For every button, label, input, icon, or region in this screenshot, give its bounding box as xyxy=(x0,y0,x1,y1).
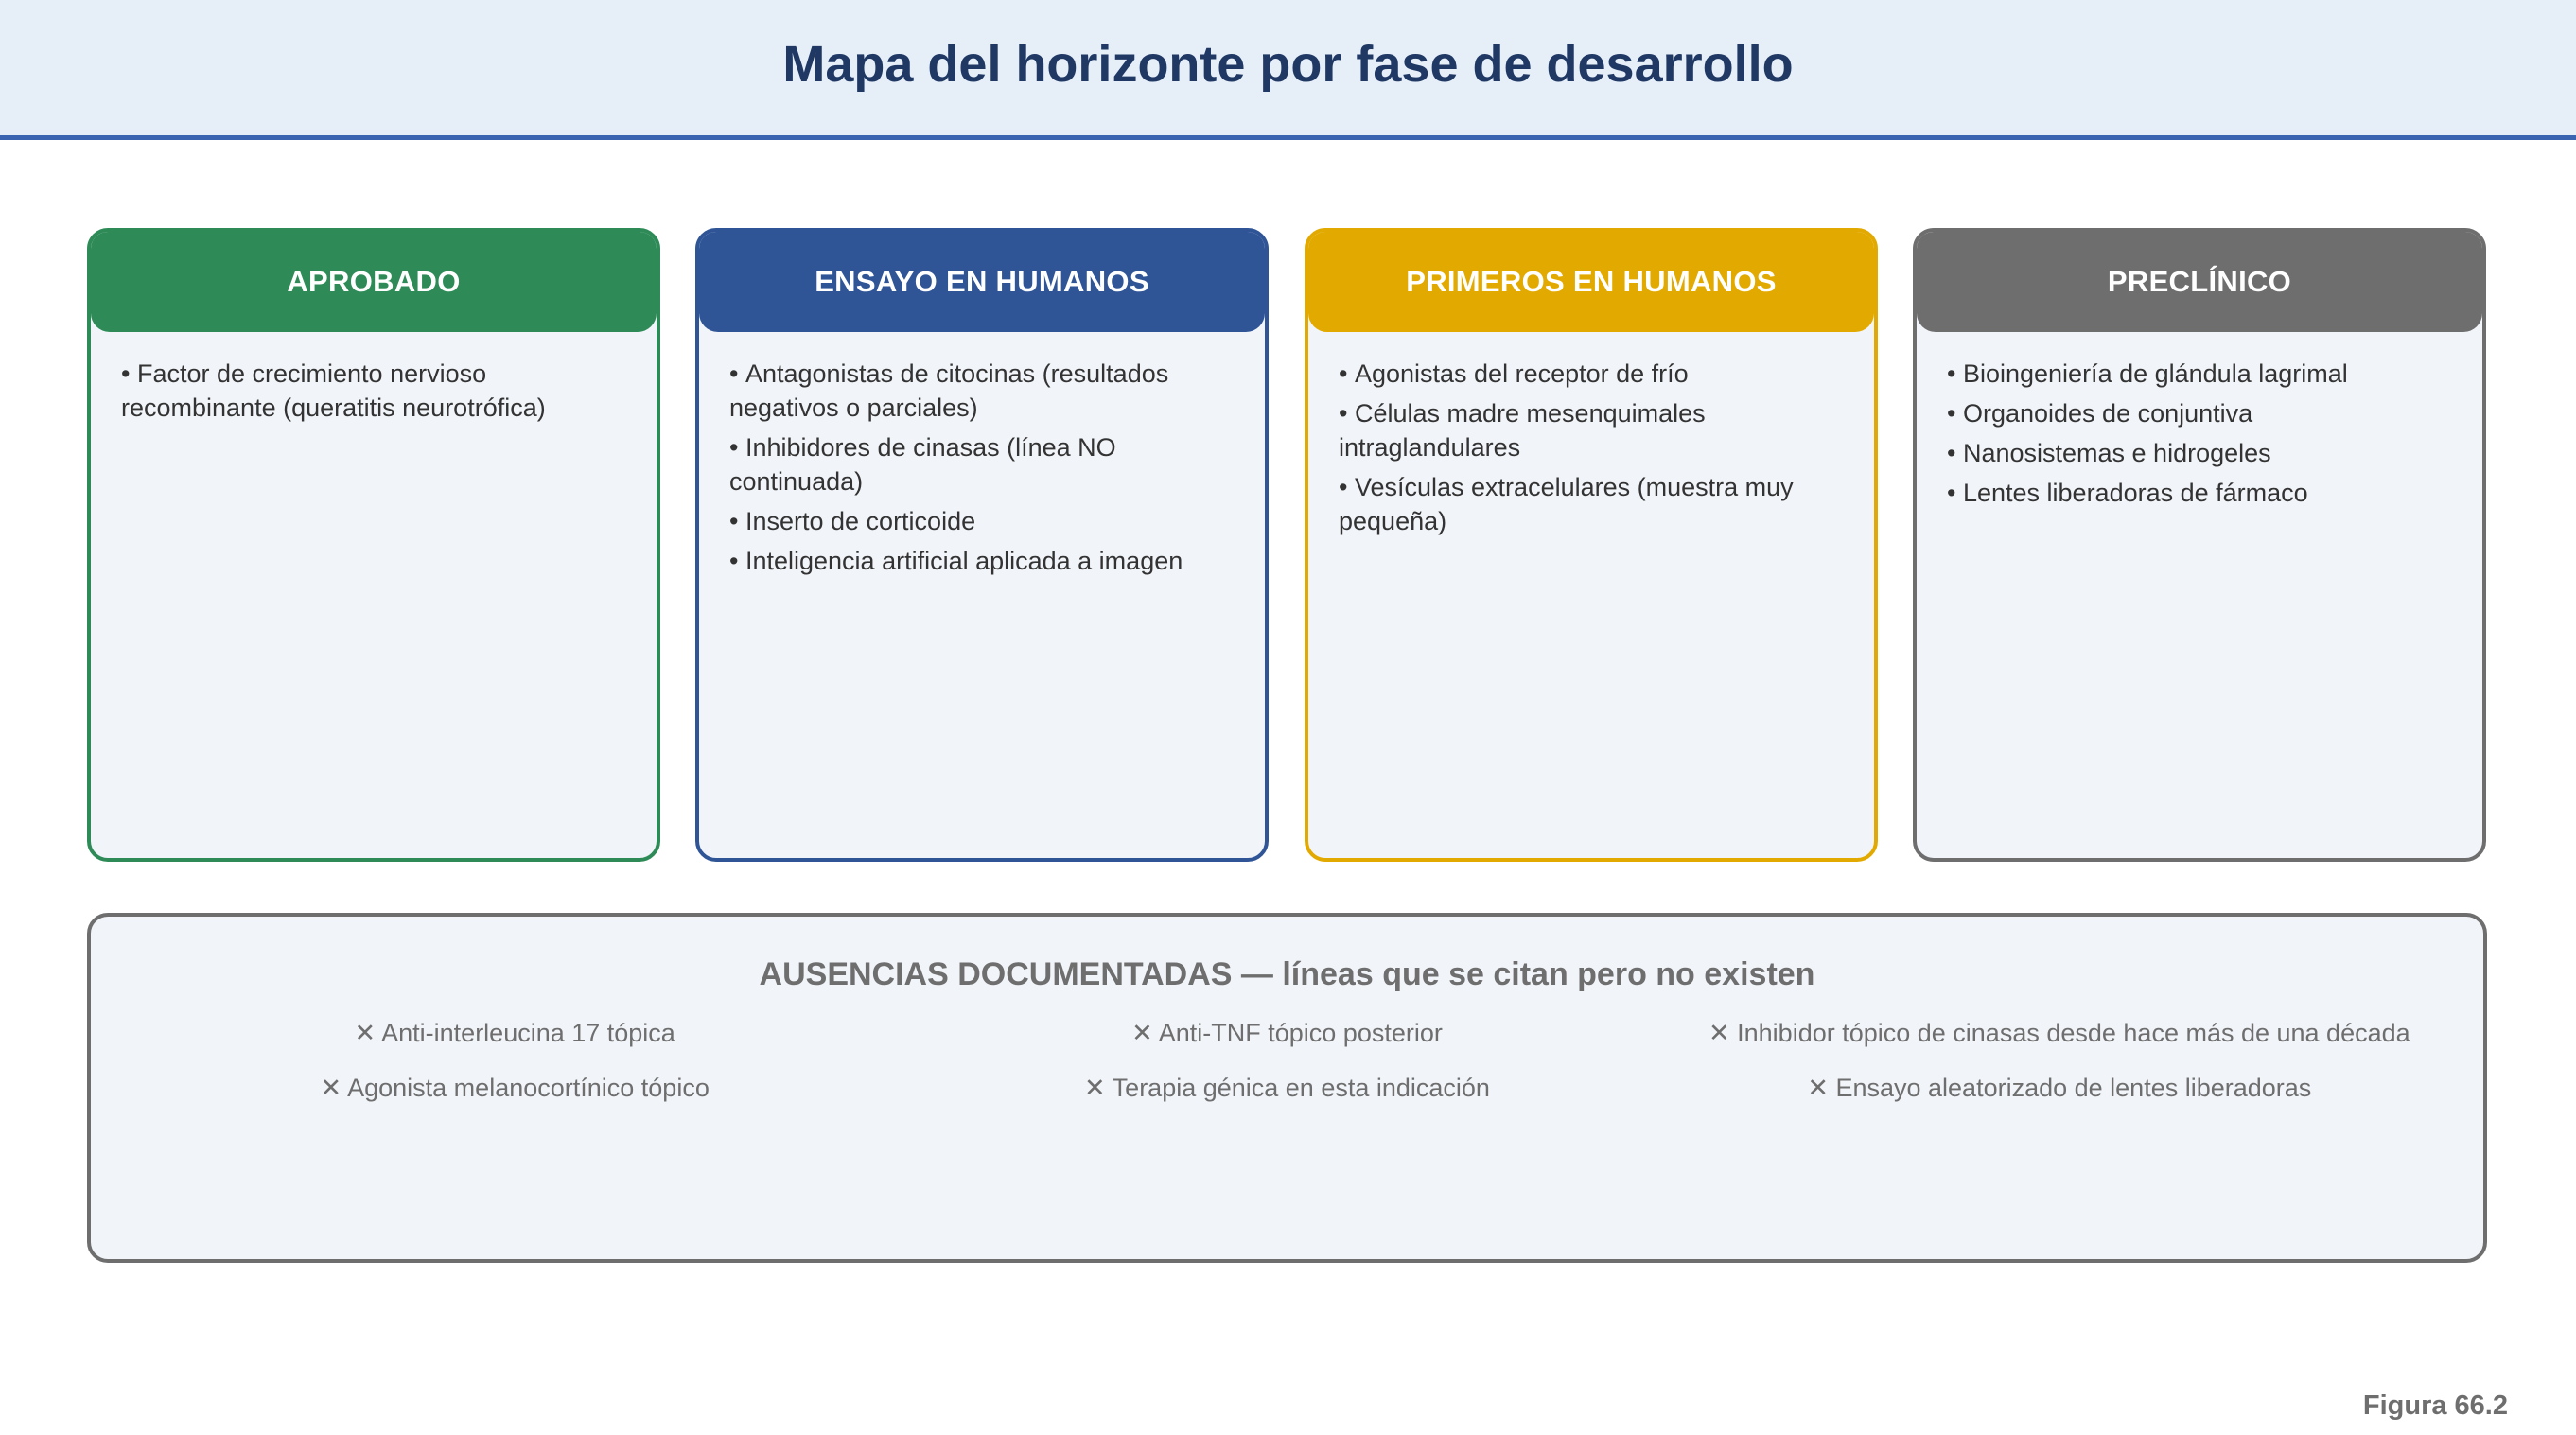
phase-item: • Nanosistemas e hidrogeles xyxy=(1947,436,2426,470)
phase-item: • Inteligencia artificial aplicada a imagen xyxy=(729,544,1208,578)
phase-header: PRIMEROS EN HUMANOS xyxy=(1308,232,1874,332)
phase-header: APROBADO xyxy=(91,232,657,332)
x-icon: ✕ xyxy=(1084,1074,1106,1102)
phase-item: • Bioingeniería de glándula lagrimal xyxy=(1947,357,2426,391)
phase-item-list xyxy=(91,332,657,425)
absence-item xyxy=(920,1071,1654,1105)
absences-panel xyxy=(87,913,2487,1263)
absence-item xyxy=(148,1016,882,1050)
phase-item: • Agonistas del receptor de frío xyxy=(1339,357,1817,391)
phase-item: • Vesículas extracelulares (muestra muy pequeña) xyxy=(1339,470,1817,538)
phase-item: • Organoides de conjuntiva xyxy=(1947,396,2426,430)
phase-item: • Factor de crecimiento nervioso recombinante (queratitis neurotrófica) xyxy=(121,357,600,425)
phase-item: • Antagonistas de citocinas (resultados negativos o parciales) xyxy=(729,357,1208,425)
phase-item-list xyxy=(699,332,1265,578)
phase-card-preclinico xyxy=(1913,228,2486,862)
absences-title: AUSENCIAS DOCUMENTADAS — líneas que se citan pero no existen xyxy=(759,956,1815,992)
page-title: Mapa del horizonte por fase de desarrollo xyxy=(782,35,1794,93)
x-icon: ✕ xyxy=(1709,1019,1730,1047)
absence-text: Agonista melanocortínico tópico xyxy=(347,1074,710,1102)
phase-item: • Inserto de corticoide xyxy=(729,504,1208,538)
absence-text: Terapia génica en esta indicación xyxy=(1112,1074,1490,1102)
phase-header: ENSAYO EN HUMANOS xyxy=(699,232,1265,332)
absence-item xyxy=(1692,1016,2427,1050)
phase-item-list xyxy=(1917,332,2482,510)
phase-header: PRECLÍNICO xyxy=(1917,232,2482,332)
header-bar xyxy=(0,0,2576,140)
x-icon: ✕ xyxy=(1131,1019,1153,1047)
figure-label: Figura 66.2 xyxy=(2362,1391,2508,1421)
phase-card-primeros-en-humanos xyxy=(1305,228,1878,862)
phase-item: • Células madre mesenquimales intraglandulares xyxy=(1339,396,1817,464)
x-icon: ✕ xyxy=(354,1019,377,1047)
phase-item-list xyxy=(1308,332,1874,538)
absences-list xyxy=(91,993,2483,1105)
absence-text: Inhibidor tópico de cinasas desde hace más de una década xyxy=(1737,1019,2410,1047)
x-icon: ✕ xyxy=(1807,1074,1829,1102)
phase-item: • Inhibidores de cinasas (línea NO continuada) xyxy=(729,430,1208,499)
absence-text: Anti-TNF tópico posterior xyxy=(1158,1019,1443,1047)
absence-item xyxy=(1692,1071,2427,1105)
absence-item xyxy=(920,1016,1654,1050)
phase-card-ensayo-en-humanos xyxy=(695,228,1269,862)
absence-text: Ensayo aleatorizado de lentes liberadoras xyxy=(1835,1074,2312,1102)
absence-item xyxy=(148,1071,882,1105)
phase-card-aprobado xyxy=(87,228,660,862)
phase-item: • Lentes liberadoras de fármaco xyxy=(1947,476,2426,510)
absence-text: Anti-interleucina 17 tópica xyxy=(381,1019,675,1047)
x-icon: ✕ xyxy=(320,1074,342,1102)
